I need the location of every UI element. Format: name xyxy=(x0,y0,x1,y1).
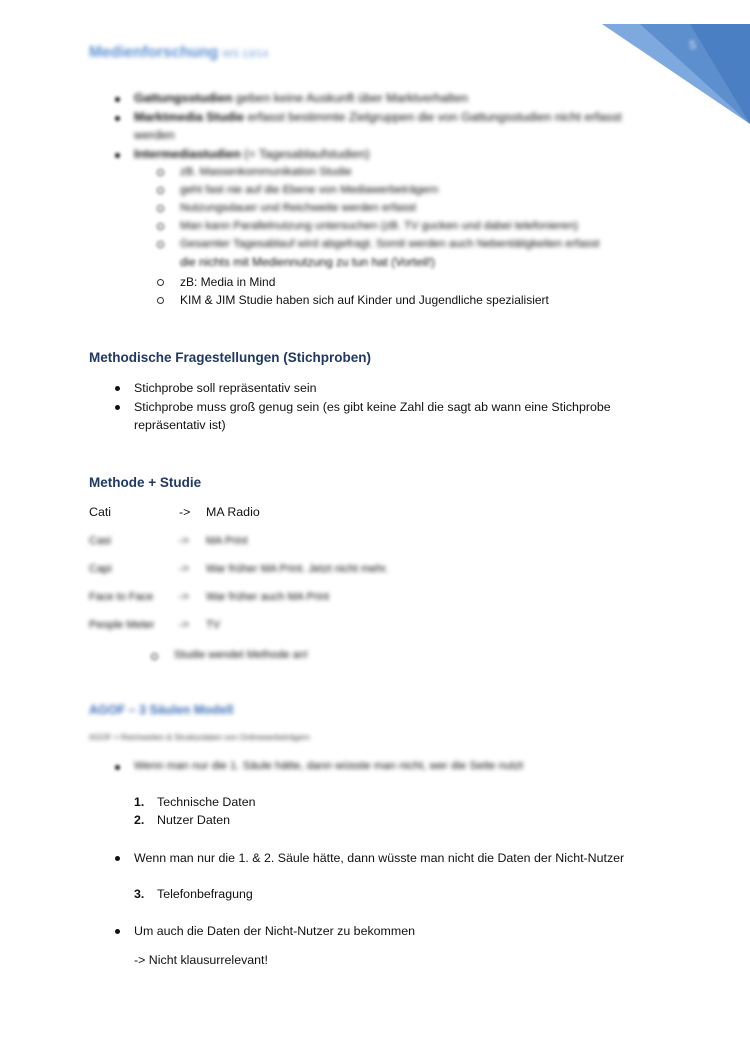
sub-bullet-marker xyxy=(157,223,164,230)
bullet-marker xyxy=(115,929,120,934)
sub-list-item-continuation: die nichts mit Mediennutzung zu tun hat (Vorteil!) xyxy=(180,255,436,269)
list-number: 3. xyxy=(134,887,145,901)
study-name: MA Print xyxy=(206,535,248,547)
sub-list-item: Gesamter Tagesablauf wird abgefragt. Somit werden auch Nebentätigkeiten erfasst xyxy=(180,238,600,250)
sub-list-item: zB: Media in Mind xyxy=(180,275,276,289)
sub-list-item: Man kann Parallelnutzung untersuchen (zB. TV gucken und dabei telefonieren) xyxy=(180,220,579,232)
list-item xyxy=(134,108,622,126)
term: Gattungsstudien xyxy=(134,91,233,105)
term-description: (= Tagesablaufstudien) xyxy=(240,147,370,161)
sub-bullet-marker xyxy=(157,241,164,248)
list-item xyxy=(134,145,370,163)
study-name: War früher auch MA Print xyxy=(206,591,330,603)
term-description: geben keine Auskunft über Marktverhalten xyxy=(232,91,469,105)
bullet-marker xyxy=(115,153,120,158)
bullet-marker xyxy=(115,97,120,102)
agof-subtitle: AGOF = Reichweiten & Strukturdaten von Onlinewerbeträgern xyxy=(89,733,310,742)
semester-label: WS 13/14 xyxy=(222,48,269,60)
section-title-agof: AGOF – 3 Säulen Modell xyxy=(89,703,234,717)
sub-list-item: Nutzungsdauer und Reichweite werden erfasst xyxy=(180,202,417,214)
arrow: -> xyxy=(179,535,190,547)
bullet-marker xyxy=(115,116,120,121)
numbered-item: Nutzer Daten xyxy=(157,813,231,827)
numbered-item: Technische Daten xyxy=(157,795,256,809)
arrow: -> xyxy=(179,591,190,603)
list-item xyxy=(134,89,468,107)
study-name: MA Radio xyxy=(206,505,260,519)
list-item-continuation: werden xyxy=(134,128,175,142)
list-item: Stichprobe muss groß genug sein (es gibt keine Zahl die sagt ab wann eine Stichprobe xyxy=(134,400,611,414)
term: Marktmedia Studie xyxy=(134,110,245,124)
sub-bullet-marker xyxy=(151,653,158,660)
term-description: erfasst bestimmte Zielgruppen die von Gattungsstudien nicht erfasst xyxy=(244,110,622,124)
method-name: People Meter xyxy=(89,619,155,631)
method-name: Capi xyxy=(89,563,112,575)
arrow: -> xyxy=(179,563,190,575)
agof-note: -> Nicht klausurrelevant! xyxy=(134,953,268,967)
term: Intermediastudien xyxy=(134,147,241,161)
arrow: -> xyxy=(179,505,191,519)
list-item: Wenn man nur die 1. Säule hätte, dann wüsste man nicht, wer die Seite nutzt xyxy=(134,760,524,772)
sub-list-item: KIM & JIM Studie haben sich auf Kinder und Jugendliche spezialisiert xyxy=(180,293,549,307)
bullet-marker xyxy=(115,405,120,410)
study-name: War früher MA Print. Jetzt nicht mehr. xyxy=(206,563,389,575)
bullet-marker xyxy=(115,856,120,861)
method-name: Face to Face xyxy=(89,591,154,603)
section-title-methode: Methode + Studie xyxy=(89,475,202,490)
sub-bullet-marker xyxy=(157,297,164,304)
sub-list-item: geht fast nie auf die Ebene von Mediawerbeträgern xyxy=(180,184,439,196)
sub-bullet-marker xyxy=(157,187,164,194)
sub-bullet-marker xyxy=(157,205,164,212)
list-item: Wenn man nur die 1. & 2. Säule hätte, dann wüsste man nicht die Daten der Nicht-Nutzer xyxy=(134,851,625,865)
document-header xyxy=(89,44,268,62)
method-name: Casi xyxy=(89,535,112,547)
numbered-item: Telefonbefragung xyxy=(157,887,253,901)
method-note: Studie wendet Methode an! xyxy=(174,649,308,661)
section-title-methodische: Methodische Fragestellungen (Stichproben) xyxy=(89,350,372,365)
document-title: Medienforschung xyxy=(89,44,219,61)
list-item: Um auch die Daten der Nicht-Nutzer zu bekommen xyxy=(134,924,415,938)
study-name: TV xyxy=(206,619,221,631)
sub-bullet-marker xyxy=(157,169,164,176)
list-number: 2. xyxy=(134,813,145,827)
bullet-marker xyxy=(115,765,120,770)
list-number: 1. xyxy=(134,795,145,809)
list-item: Stichprobe soll repräsentativ sein xyxy=(134,381,317,395)
bullet-marker xyxy=(115,386,120,391)
method-name: Cati xyxy=(89,505,112,519)
page-number: 5 xyxy=(689,38,696,52)
list-item-continuation: repräsentativ ist) xyxy=(134,418,226,432)
arrow: -> xyxy=(179,619,190,631)
sub-list-item: zB. Massenkommunikation Studie xyxy=(180,166,352,178)
sub-bullet-marker xyxy=(157,279,164,286)
